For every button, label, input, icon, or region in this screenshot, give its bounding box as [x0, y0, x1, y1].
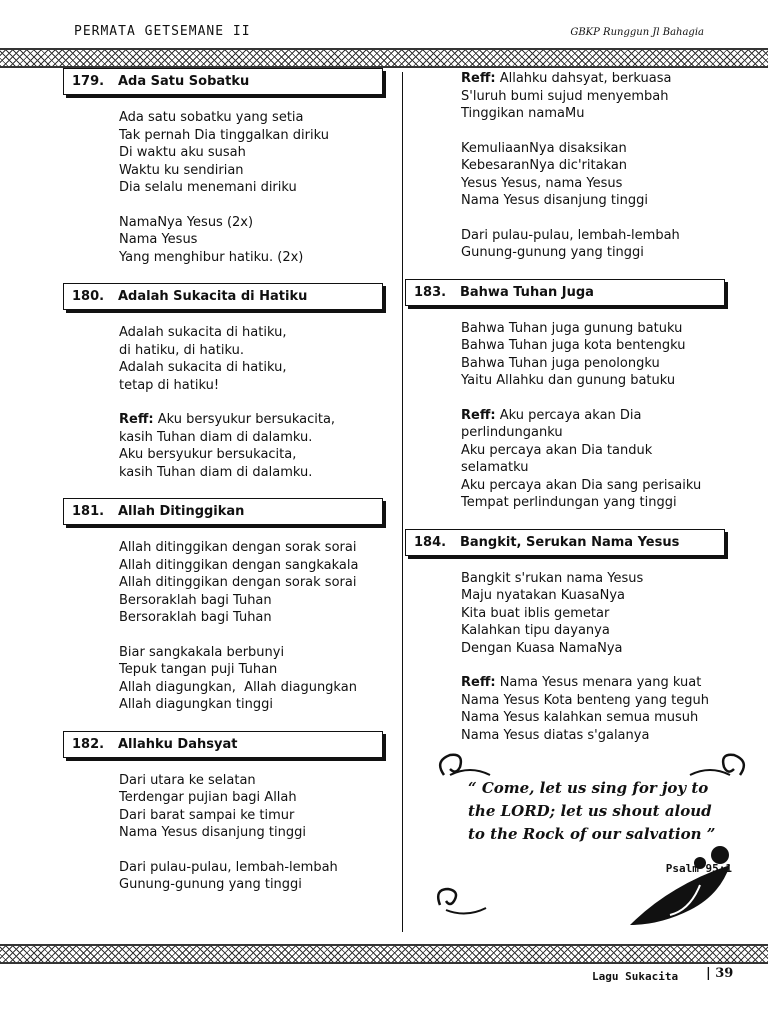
lyric-line: Nama Yesus diatas s'galanya: [461, 727, 650, 743]
lyric-line: Tak pernah Dia tinggalkan diriku: [119, 127, 329, 143]
lyric-line: Nama Yesus disanjung tinggi: [119, 825, 306, 840]
song-title-box: [63, 731, 383, 758]
right-column: [405, 68, 725, 761]
lyric-stanza: [119, 411, 383, 481]
song-title: Bangkit, Serukan Nama Yesus: [460, 534, 680, 550]
quote-text: “ Come, let us sing for joy to the LORD; let us shout aloud to the Rock of our salvation ”: [468, 779, 716, 843]
song-title-box: [63, 498, 383, 525]
lyric-line: Dari barat sampai ke timur: [119, 807, 295, 823]
lyric-line: Di waktu aku susah: [119, 145, 246, 160]
lyric-line: Waktu ku sendirian: [119, 162, 244, 178]
song-title: Allah Ditinggikan: [118, 504, 245, 519]
lyric-line: Biar sangkakala berbunyi: [119, 644, 285, 660]
lyric-line: Allah ditinggikan dengan sorak sorai: [119, 540, 357, 555]
song-number: 184.: [414, 534, 447, 550]
lyric-line: Adalah sukacita di hatiku,: [119, 360, 287, 375]
song-title-box: [405, 529, 725, 556]
lyric-line: Adalah sukacita di hatiku,: [119, 325, 287, 340]
lyric-stanza: [119, 324, 383, 394]
lyric-line-with-refrain: [461, 70, 725, 88]
lyric-line-with-refrain: [461, 407, 725, 425]
lyric-line: Dia selalu menemani diriku: [119, 180, 297, 195]
lyric-line: Yang menghibur hatiku. (2x): [119, 249, 304, 265]
page-header-title: PERMATA GETSEMANE II: [74, 24, 251, 39]
lyric-line: Dari pulau-pulau, lembah-lembah: [461, 227, 680, 243]
lyric-stanza: [461, 407, 725, 512]
lyric-line: Maju nyatakan KuasaNya: [461, 588, 625, 603]
quote-reference: Psalm 95:1: [665, 862, 732, 875]
lyric-line: KemuliaanNya disaksikan: [461, 140, 627, 156]
lyric-line: tetap di hatiku!: [119, 377, 220, 393]
lyric-line: Aku bersyukur bersukacita,: [157, 412, 336, 427]
footer-section-title: Lagu Sukacita: [592, 970, 679, 983]
lyric-line: S'luruh bumi sujud menyembah: [461, 88, 669, 104]
lyric-line: Bahwa Tuhan juga kota bentengku: [461, 338, 686, 353]
lyric-stanza: [119, 109, 383, 197]
lyric-line: Yesus Yesus, nama Yesus: [461, 175, 623, 191]
lyric-line: KebesaranNya dic'ritakan: [461, 158, 628, 173]
lyric-line: Nama Yesus: [119, 232, 198, 247]
lyric-line: NamaNya Yesus (2x): [119, 214, 254, 230]
lyric-line: Tinggikan namaMu: [461, 106, 585, 121]
lyric-stanza: [119, 772, 383, 842]
song-continuation: [405, 70, 725, 262]
song-title-box: [63, 68, 383, 95]
lyric-line: Allah diagungkan tinggi: [119, 697, 273, 712]
footer-page-number: | 39: [706, 966, 734, 981]
refrain-label: Reff:: [461, 407, 496, 423]
lyric-line: Kalahkan tipu dayanya: [461, 623, 610, 638]
lyric-line: Aku percaya akan Dia tanduk: [461, 442, 653, 458]
lyric-stanza: [119, 859, 383, 894]
lyric-line: Bahwa Tuhan juga penolongku: [461, 355, 660, 371]
lyric-line: Ada satu sobatku yang setia: [119, 110, 304, 125]
lyric-line: Allahku dahsyat, berkuasa: [499, 71, 672, 86]
song-title: Bahwa Tuhan Juga: [460, 284, 594, 300]
ornamental-band-top: [0, 48, 768, 68]
left-column: [63, 68, 383, 911]
lyric-stanza: [461, 227, 725, 262]
lyric-line: Yaitu Allahku dan gunung batuku: [461, 373, 676, 388]
lyric-stanza: [461, 320, 725, 390]
lyric-line: Dari utara ke selatan: [119, 772, 256, 788]
lyric-line: Nama Yesus menara yang kuat: [499, 675, 702, 690]
lyric-line-with-refrain: [119, 411, 383, 429]
lyric-stanza: [461, 140, 725, 210]
lyric-line: Allah ditinggikan dengan sangkakala: [119, 557, 359, 573]
lyric-stanza: [119, 644, 383, 714]
song-title: Adalah Sukacita di Hatiku: [118, 289, 308, 304]
lyric-line: Tepuk tangan puji Tuhan: [119, 662, 278, 677]
lyric-line: di hatiku, di hatiku.: [119, 342, 244, 358]
lyric-line: Aku percaya akan Dia sang perisaiku: [461, 477, 702, 493]
refrain-label: Reff:: [461, 675, 496, 690]
refrain-label: Reff:: [461, 71, 496, 86]
lyric-stanza: [461, 674, 725, 744]
lyric-stanza: [461, 570, 725, 658]
lyric-line-with-refrain: [461, 674, 725, 692]
lyric-line: Terdengar pujian bagi Allah: [119, 790, 297, 805]
lyric-line: Bersoraklah bagi Tuhan: [119, 592, 272, 608]
lyric-line: Tempat perlindungan yang tinggi: [461, 495, 677, 510]
lyric-stanza: [461, 70, 725, 123]
lyric-line: Allah ditinggikan dengan sorak sorai: [119, 575, 357, 590]
lyric-line: Nama Yesus disanjung tinggi: [461, 193, 648, 208]
lyric-line: Allah diagungkan, Allah diagungkan: [119, 679, 357, 695]
ornamental-band-bottom: [0, 944, 768, 964]
lyric-stanza: [119, 539, 383, 627]
lyric-stanza: [119, 214, 383, 267]
song-title: Allahku Dahsyat: [118, 736, 238, 752]
song-number: 179.: [72, 74, 105, 89]
lyric-line: Bangkit s'rukan nama Yesus: [461, 570, 644, 586]
song-number: 181.: [72, 504, 105, 519]
song-number: 183.: [414, 284, 447, 300]
lyric-line: Aku bersyukur bersukacita,: [119, 447, 297, 462]
song-number: 182.: [72, 736, 105, 752]
lyric-line: kasih Tuhan diam di dalamku.: [119, 464, 313, 480]
lyric-line: Dengan Kuasa NamaNya: [461, 640, 623, 656]
lyric-line: Nama Yesus Kota benteng yang teguh: [461, 692, 709, 708]
lyric-line: selamatku: [461, 460, 529, 475]
lyric-line: Nama Yesus kalahkan semua musuh: [461, 710, 699, 725]
page-header-church: GBKP Runggun Jl Bahagia: [570, 27, 704, 38]
lyric-line: Bahwa Tuhan juga gunung batuku: [461, 320, 683, 336]
refrain-label: Reff:: [119, 412, 154, 427]
lyric-line: kasih Tuhan diam di dalamku.: [119, 429, 313, 445]
lyric-line: Aku percaya akan Dia: [499, 407, 642, 423]
song-title-box: [63, 283, 383, 310]
lyric-line: Gunung-gunung yang tinggi: [461, 245, 644, 260]
lyric-line: perlindunganku: [461, 425, 563, 440]
lyric-line: Bersoraklah bagi Tuhan: [119, 610, 272, 625]
song-number: 180.: [72, 289, 105, 304]
lyric-line: Dari pulau-pulau, lembah-lembah: [119, 859, 338, 875]
song-title-box: [405, 279, 725, 306]
column-divider: [402, 72, 403, 932]
song-title: Ada Satu Sobatku: [118, 74, 250, 89]
quote-panel: [430, 745, 750, 930]
lyric-line: Gunung-gunung yang tinggi: [119, 877, 302, 892]
lyric-line: Kita buat iblis gemetar: [461, 605, 610, 621]
